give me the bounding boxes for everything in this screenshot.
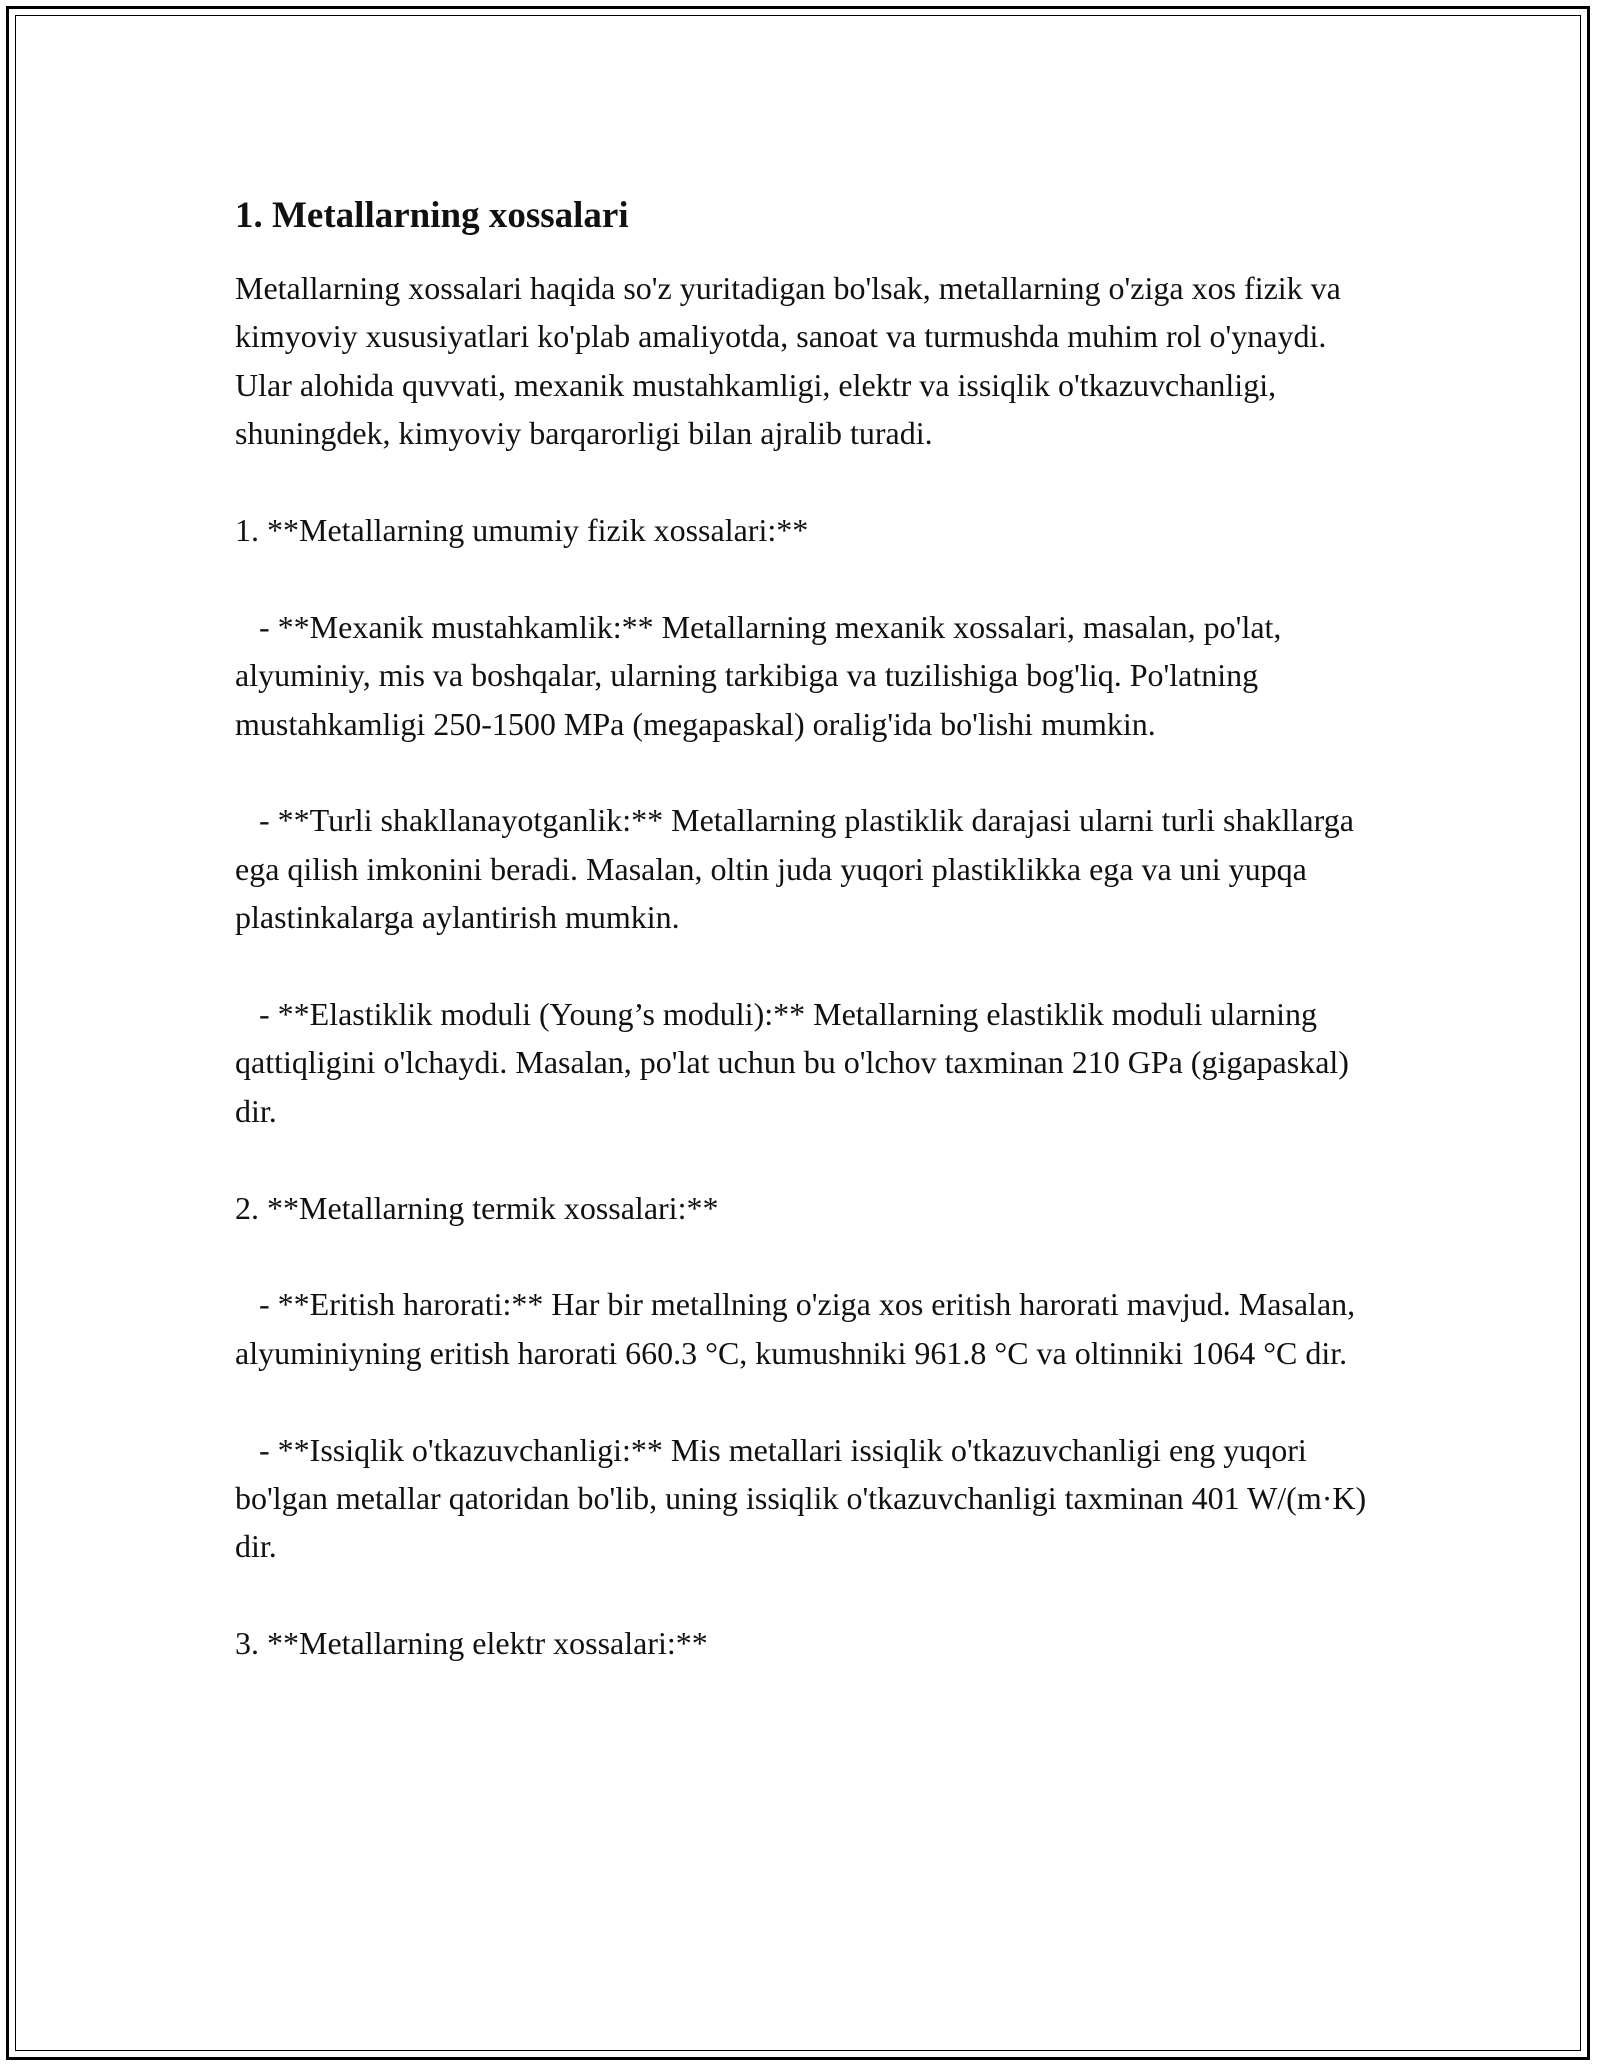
document-body [235,188,1375,1716]
sub-item-plasticity: - **Turli shakllanayotganlik:** Metallarning plastiklik darajasi ularni turli shakllarga ega qilish imkonini beradi. Masalan, oltin juda yuqori plastiklikka ega va uni yupqa plastinkalarga aylantirish mumkin. [235,802,1362,936]
section-heading: 1. Metallarning xossalari [235,195,629,236]
sub-item-elastic-modulus: - **Elastiklik moduli (Young’s moduli):** Metallarning elastiklik moduli ularning qattiqligini o'lchaydi. Masalan, po'lat uchun bu o'lchov taxminan 210 GPa (gigapaskal) dir. [235,996,1357,1129]
list-item-physical-properties: 1. **Metallarning umumiy fizik xossalari:** [235,512,809,549]
list-item-thermal-properties: 2. **Metallarning termik xossalari:** [235,1189,719,1226]
sub-item-mechanical-strength: - **Mexanik mustahkamlik:** Metallarning mexanik xossalari, masalan, po'lat, alyuminiy, mis va boshqalar, ularning tarkibiga va tuzilishiga bog'liq. Po'latning mustahkamligi 250-1500 MPa (megapaskal) oralig'ida bo'lishi mumkin. [235,608,1290,742]
list-item-electrical-properties: 3. **Metallarning elektr xossalari:** [235,1625,708,1662]
intro-paragraph: Metallarning xossalari haqida so'z yuritadigan bo'lsak, metallarning o'ziga xos fizik va kimyoviy xususiyatlari ko'plab amaliyotda, sanoat va turmushda muhim rol o'ynaydi. Ular alohida quvvati, mexanik mustahkamligi, elektr va issiqlik o'tkazuvchanligi, shuningdek, kimyoviy barqarorligi bilan ajralib turadi. [235,270,1349,452]
sub-item-melting-point: - **Eritish harorati:** Har bir metallning o'ziga xos eritish harorati mavjud. Masalan, alyuminiyning eritish harorati 660.3 °C, kumushniki 961.8 °C va oltinniki 1064 °C dir. [235,1286,1364,1371]
sub-item-thermal-conductivity: - **Issiqlik o'tkazuvchanligi:** Mis metallari issiqlik o'tkazuvchanligi eng yuqori bo'lgan metallar qatoridan bo'lib, uning issiqlik o'tkazuvchanligi taxminan 401 W/(m·K) dir. [235,1431,1375,1565]
